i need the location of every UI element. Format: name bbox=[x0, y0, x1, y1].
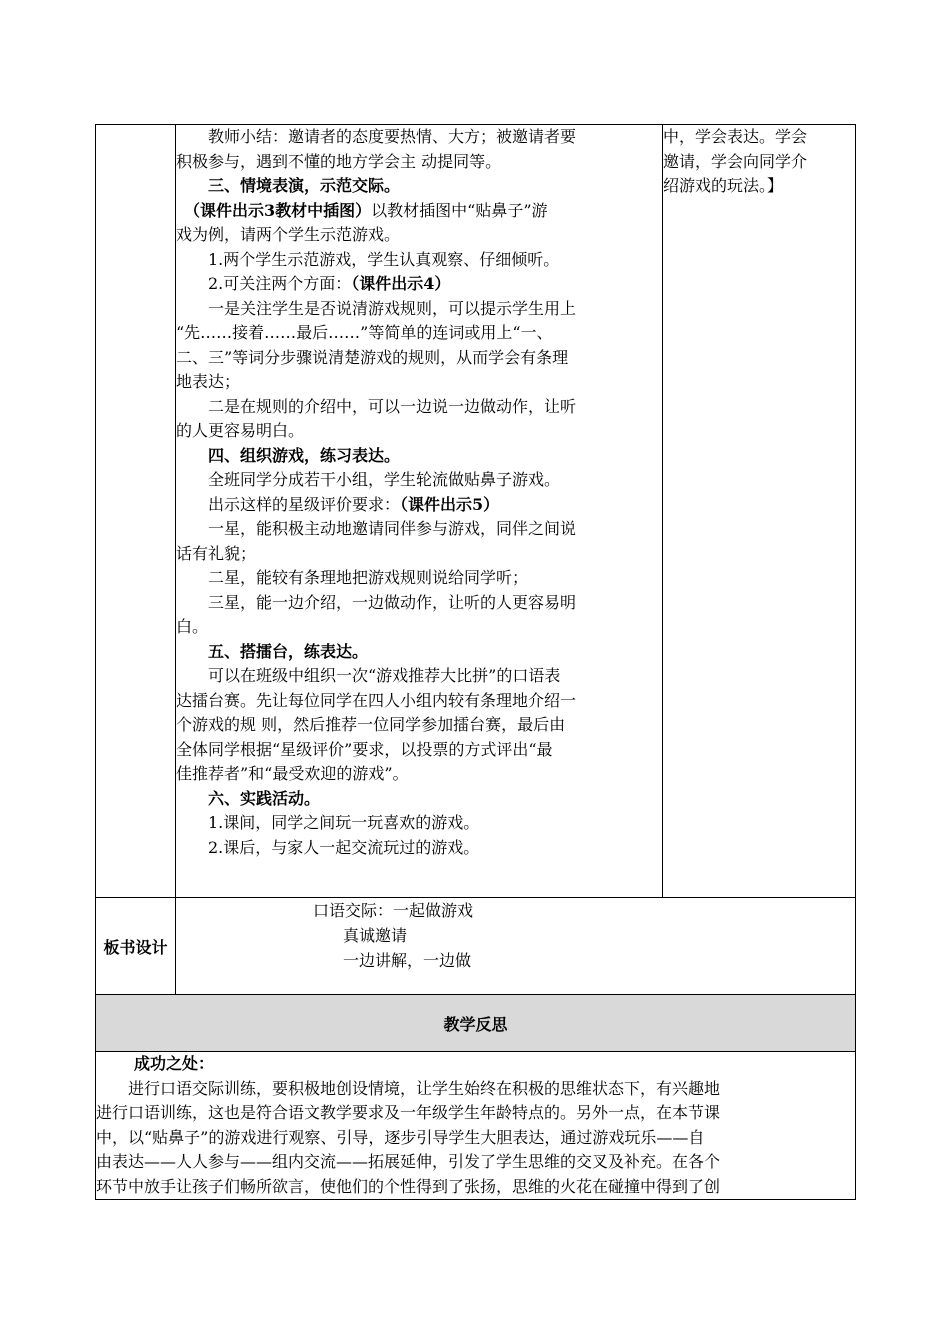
reflection-heading: 教学反思 bbox=[96, 995, 856, 1052]
courseware-note: （课件出示5） bbox=[400, 494, 500, 514]
board-design-label: 板书设计 bbox=[96, 898, 176, 995]
lesson-line: 1.课间，同学之间玩一玩喜欢的游戏。 bbox=[208, 813, 480, 832]
design-intent-line: 绍游戏的玩法。】 bbox=[663, 176, 784, 195]
reflection-line: 中，以“贴鼻子”的游戏进行观察、引导，逐步引导学生大胆表达，通过游戏玩乐——自 bbox=[96, 1127, 705, 1147]
process-label-cell bbox=[96, 125, 176, 898]
reflection-body bbox=[96, 1052, 856, 1200]
courseware-note: （课件出示4） bbox=[351, 274, 451, 293]
lesson-line: 话有礼貌； bbox=[176, 543, 257, 563]
lesson-line: 三、情境表演，示范交际。 bbox=[208, 176, 401, 195]
lesson-line: 2.课后，与家人一起交流玩过的游戏。 bbox=[208, 837, 480, 857]
lesson-line: 的人更容易明白。 bbox=[176, 421, 305, 440]
lesson-line: 戏为例，请两个学生示范游戏。 bbox=[176, 225, 401, 244]
design-intent-line: 邀请，学会向同学介 bbox=[663, 151, 808, 171]
lesson-line: 二、三”等词分步骤说清楚游戏的规则，从而学会有条理 bbox=[176, 347, 569, 367]
lesson-line: 白。 bbox=[176, 617, 209, 636]
lesson-line: 二是在规则的介绍中，可以一边说一边做动作，让听 bbox=[208, 396, 577, 416]
lesson-line: 三星，能一边介绍，一边做动作，让听的人更容易明 bbox=[208, 592, 577, 612]
reflection-heading-row bbox=[96, 995, 856, 1052]
lesson-line: 地表达； bbox=[176, 372, 241, 391]
lesson-line: 全体同学根据“星级评价”要求，以投票的方式评出“最 bbox=[176, 739, 553, 759]
lesson-line: 1.两个学生示范游戏，学生认真观察、仔细倾听。 bbox=[208, 249, 560, 269]
board-line: 一边讲解，一边做 bbox=[343, 951, 472, 970]
design-intent-cell bbox=[663, 125, 856, 898]
process-row bbox=[96, 125, 856, 898]
board-line: 真诚邀请 bbox=[343, 926, 408, 945]
lesson-line: 一是关注学生是否说清游戏规则，可以提示学生用上 bbox=[208, 298, 577, 318]
board-line: 口语交际：一起做游戏 bbox=[313, 901, 474, 920]
lesson-line: 佳推荐者”和“最受欢迎的游戏”。 bbox=[176, 764, 409, 783]
lesson-line: 二星，能较有条理地把游戏规则说给同学听； bbox=[208, 568, 529, 587]
reflection-body-row bbox=[96, 1052, 856, 1200]
lesson-line: 全班同学分成若干小组，学生轮流做贴鼻子游戏。 bbox=[208, 470, 561, 489]
courseware-note: （课件出示3教材中插图） bbox=[184, 200, 372, 220]
board-design-content bbox=[176, 898, 856, 995]
process-content bbox=[176, 125, 662, 860]
reflection-line: 由表达——人人参与——组内交流——拓展延伸，引发了学生思维的交叉及补充。在各个 bbox=[96, 1152, 721, 1171]
process-content-cell bbox=[176, 125, 663, 898]
lesson-line: 出示这样的星级评价要求：（课件出示5） bbox=[208, 494, 500, 514]
lesson-line: 六、实践活动。 bbox=[208, 788, 321, 808]
lesson-line: 可以在班级中组织一次“游戏推荐大比拼”的口语表 bbox=[208, 666, 561, 685]
lesson-line: （课件出示3教材中插图）以教材插图中“贴鼻子”游 bbox=[184, 200, 548, 220]
lesson-line: 一星，能积极主动地邀请同伴参与游戏，同伴之间说 bbox=[208, 519, 577, 538]
lesson-line: 四、组织游戏，练习表达。 bbox=[208, 445, 401, 465]
lesson-line: “先……接着……最后……”等简单的连词或用上“一、 bbox=[176, 323, 553, 342]
lesson-line: 个游戏的规 则，然后推荐一位同学参加擂台赛，最后由 bbox=[176, 715, 566, 734]
lesson-line: 五、搭擂台，练表达。 bbox=[208, 641, 369, 661]
lesson-plan-table bbox=[95, 124, 856, 1200]
reflection-line: 环节中放手让孩子们畅所欲言，使他们的个性得到了张扬，思维的火花在碰撞中得到了创 bbox=[96, 1176, 721, 1196]
lesson-line: 2.可关注两个方面：（课件出示4） bbox=[208, 274, 451, 293]
board-design-row bbox=[96, 898, 856, 995]
reflection-subtitle: 成功之处： bbox=[134, 1054, 215, 1073]
lesson-line: 达擂台赛。先让每位同学在四人小组内较有条理地介绍一 bbox=[176, 690, 577, 710]
lesson-line: 积极参与，遇到不懂的地方学会主 动提同等。 bbox=[176, 151, 502, 171]
reflection-line: 进行口语交际训练，要积极地创设情境，让学生始终在积极的思维状态下，有兴趣地 bbox=[128, 1078, 721, 1098]
reflection-line: 进行口语训练，这也是符合语文教学要求及一年级学生年龄特点的。另外一点，在本节课 bbox=[96, 1103, 721, 1122]
lesson-line: 教师小结：邀请者的态度要热情、大方；被邀请者要 bbox=[208, 127, 577, 146]
design-intent-line: 中，学会表达。学会 bbox=[663, 127, 808, 146]
